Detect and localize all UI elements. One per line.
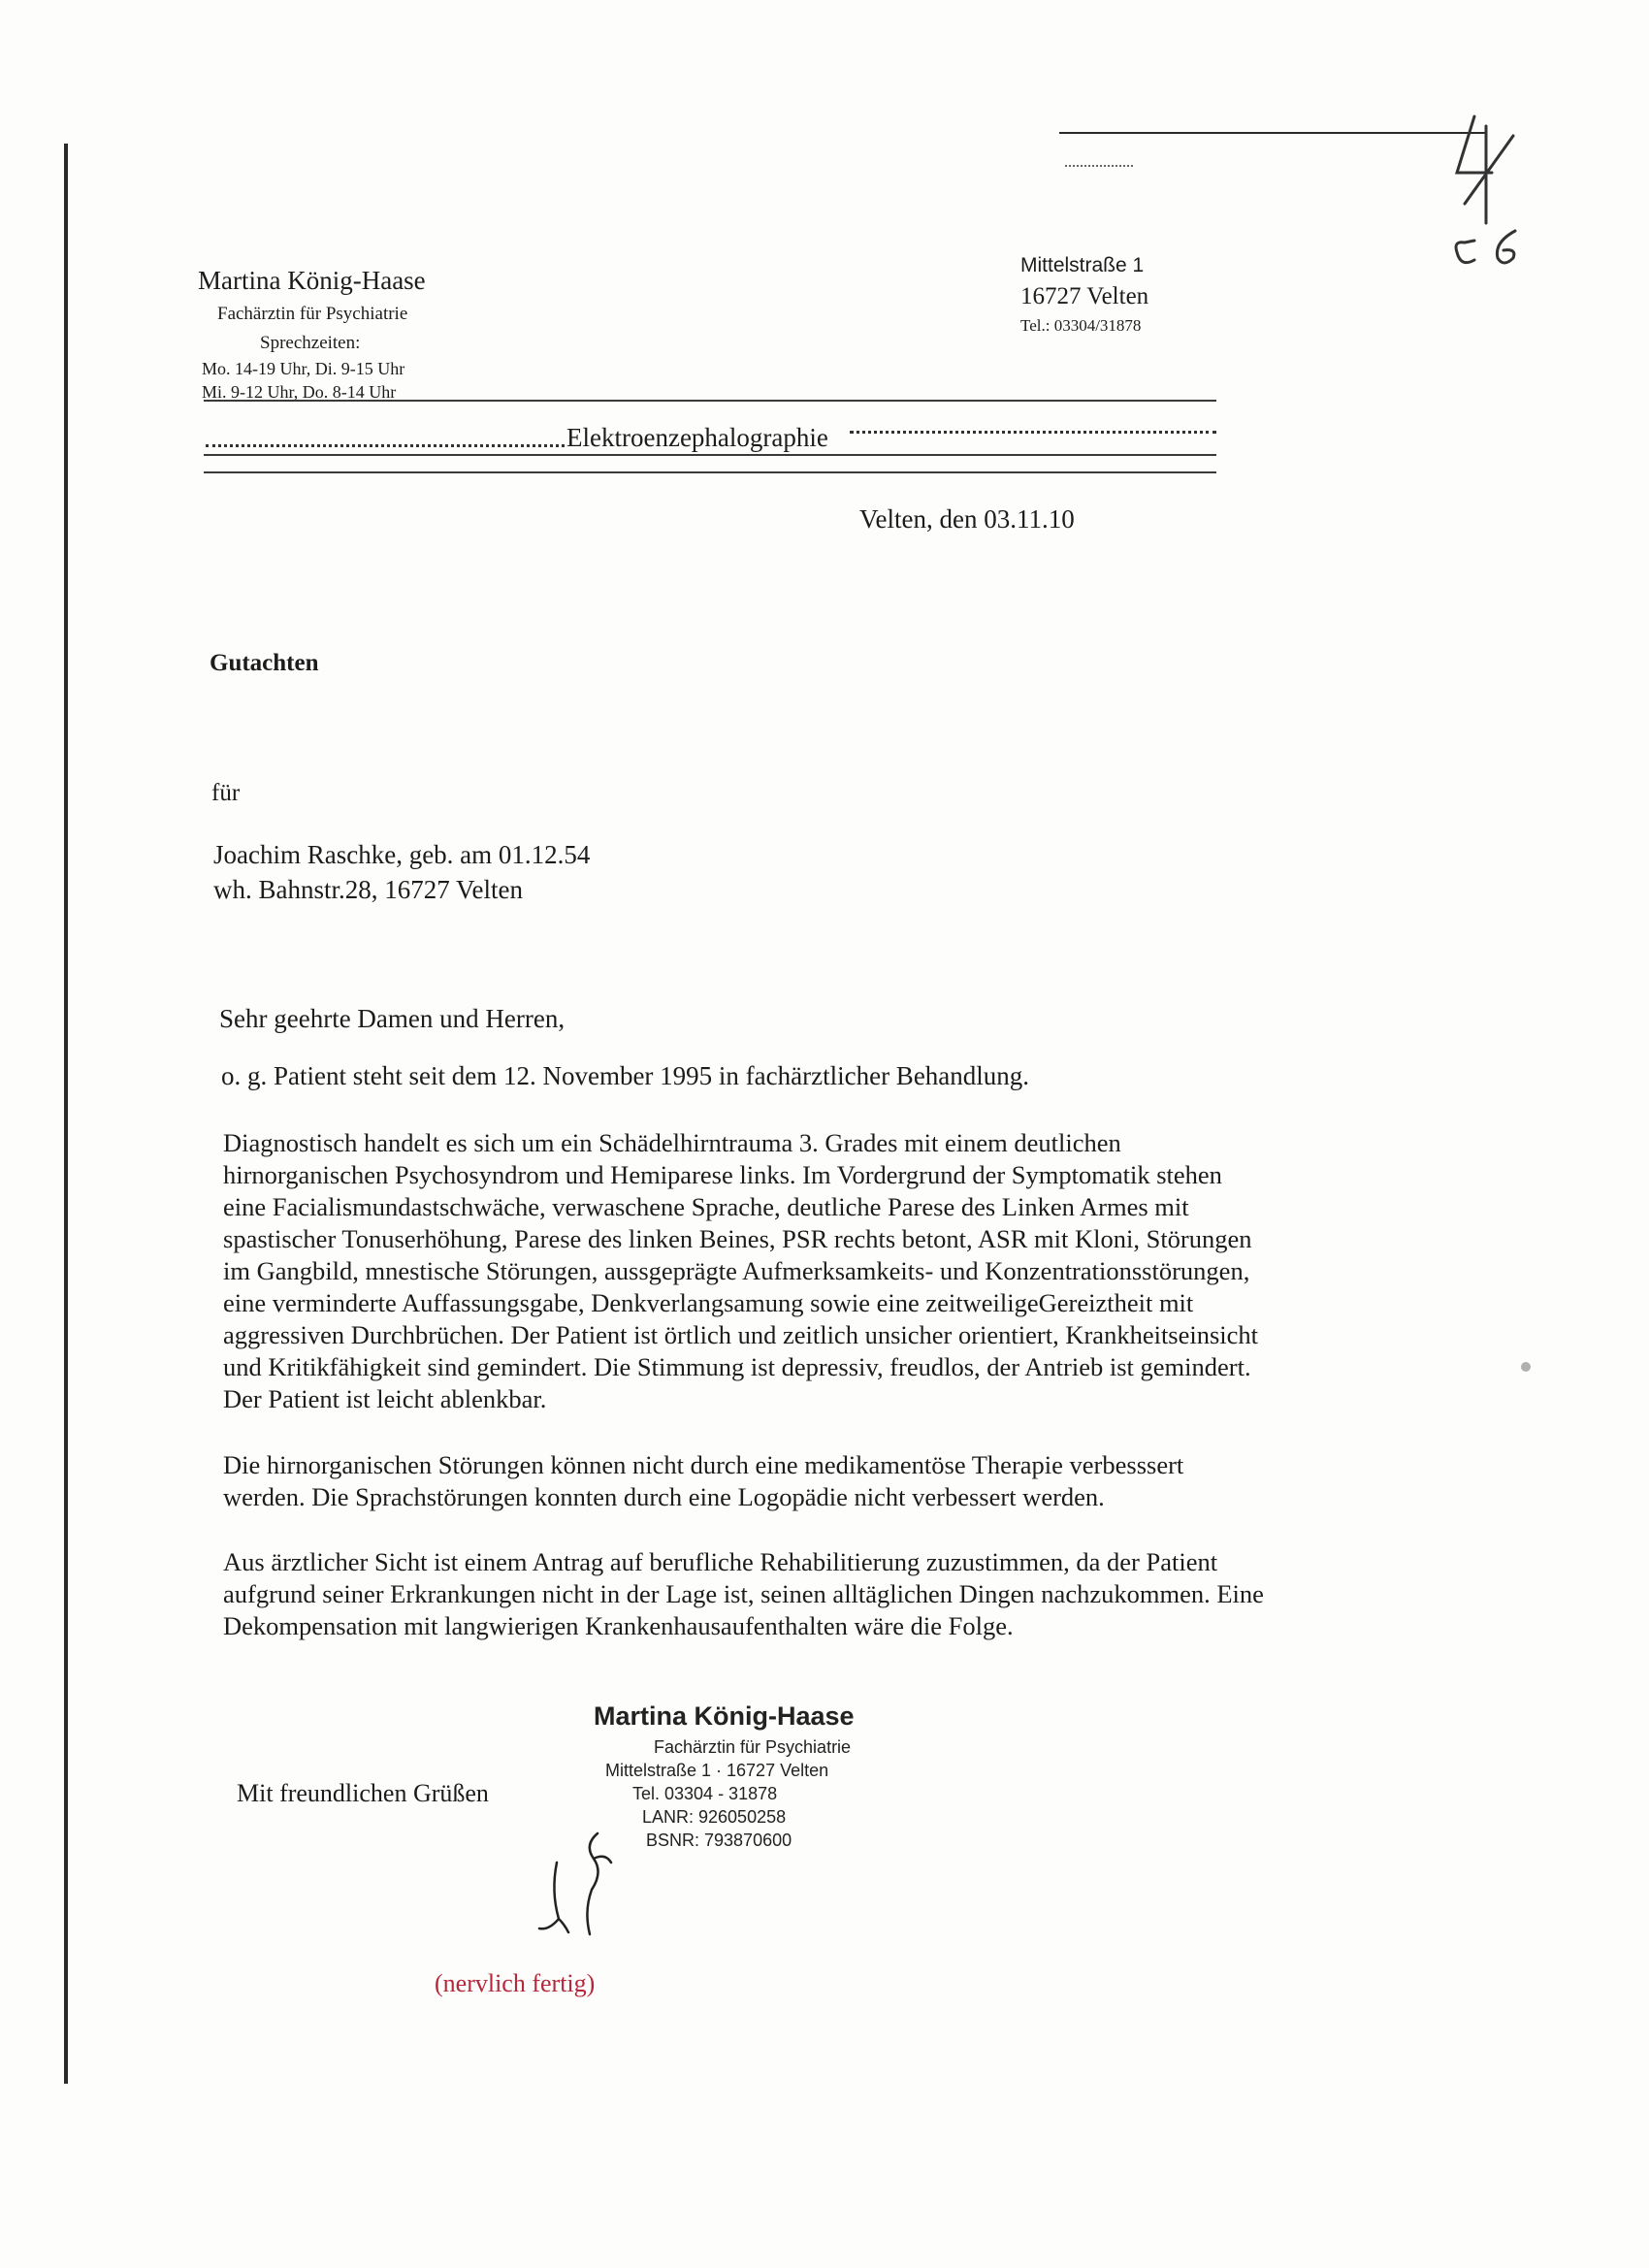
paragraph-rehabilitation: Aus ärztlicher Sicht ist einem Antrag auf berufliche Rehabilitierung zuzustimmen, da der Patient aufgrund seiner Erkrankungen nicht in der Lage ist, seinen alltäglichen Dingen nachzukommen. Eine Dekompensation mit langwierigen Krankenhausaufenthalten wäre die Folge. <box>223 1547 1264 1640</box>
header-divider-top <box>204 400 1216 402</box>
letterhead-title: Fachärztin für Psychiatrie <box>217 304 408 324</box>
address-street: Mittelstraße 1 <box>1020 254 1145 276</box>
section-title: Elektroenzephalographie <box>566 423 828 452</box>
header-divider-middle <box>204 454 1216 456</box>
address-phone: Tel.: 03304/31878 <box>1020 316 1142 335</box>
stamp-name: Martina König-Haase <box>594 1701 855 1731</box>
stamp-title: Fachärztin für Psychiatrie <box>654 1737 852 1757</box>
stamp-address: Mittelstraße 1 · 16727 Velten <box>605 1761 829 1780</box>
handwritten-signature <box>522 1804 667 1950</box>
header-divider-bottom <box>204 471 1216 473</box>
date-line: Velten, den 03.11.10 <box>859 504 1075 534</box>
top-rule-line <box>1059 132 1486 134</box>
handwritten-note: (nervlich fertig) <box>435 1969 596 1997</box>
paragraph-diagnosis: Diagnostisch handelt es sich um ein Schädelhirntrauma 3. Grades mit einem deutlichen hirnorganischen Psychosyndrom und Hemiparese links. Im Vordergrund der Symptomatik stehen eine Facialismundastschwäche, verwaschene Sprache, deutliche Parese des Linken Armes mit spastischer Tonuserhöhung, Parese des linken Beines, PSR rechts betont, ASR mit Kloni, Störungen im Gangbild, mnestische Störungen, aussgeprägte Aufmerksamkeits- und Konzentrationsstörungen, eine verminderte Auffassungsgabe, Denkverlangsamung sowie eine zeitweiligeGereiztheit mit aggressiven Durchbrüchen. Der Patient ist örtlich und zeitlich unsicher orientiert, Krankheitseinsicht und Kritikfähigkeit sind gemindert. Die Stimmung ist depressiv, freudlos, der Antrieb ist gemindert. Der Patient ist leicht ablenkbar. <box>223 1128 1259 1413</box>
office-hours-line-1: Mo. 14-19 Uhr, Di. 9-15 Uhr <box>202 359 405 378</box>
top-dotted-mark <box>1065 165 1133 167</box>
stamp-lanr: LANR: 926050258 <box>642 1807 787 1827</box>
handwritten-page-number <box>1436 97 1542 272</box>
address-city: 16727 Velten <box>1020 283 1149 309</box>
salutation: Sehr geehrte Damen und Herren, <box>219 1004 566 1033</box>
for-label: für <box>211 780 241 806</box>
asterisk-rule-left <box>206 444 565 447</box>
paragraph-intro: o. g. Patient steht seit dem 12. November 1995 in fachärztlicher Behandlung. <box>221 1061 1030 1090</box>
closing-phrase: Mit freundlichen Grüßen <box>237 1779 489 1807</box>
scan-edge-line <box>64 144 68 2084</box>
asterisk-rule-right <box>850 431 1216 434</box>
office-hours-line-2: Mi. 9-12 Uhr, Do. 8-14 Uhr <box>202 382 397 402</box>
patient-name-line: Joachim Raschke, geb. am 01.12.54 <box>213 840 591 869</box>
stamp-phone: Tel. 03304 - 31878 <box>632 1784 778 1803</box>
patient-address-line: wh. Bahnstr.28, 16727 Velten <box>213 875 523 904</box>
document-title: Gutachten <box>210 650 319 676</box>
letterhead-name: Martina König-Haase <box>198 266 426 295</box>
office-hours-label: Sprechzeiten: <box>260 333 361 353</box>
scan-speck <box>1521 1362 1531 1372</box>
paragraph-therapy: Die hirnorganischen Störungen können nicht durch eine medikamentöse Therapie verbesssert werden. Die Sprachstörungen konnten durch eine Logopädie nicht verbessert werden. <box>223 1450 1184 1511</box>
stamp-bsnr: BSNR: 793870600 <box>646 1831 792 1850</box>
